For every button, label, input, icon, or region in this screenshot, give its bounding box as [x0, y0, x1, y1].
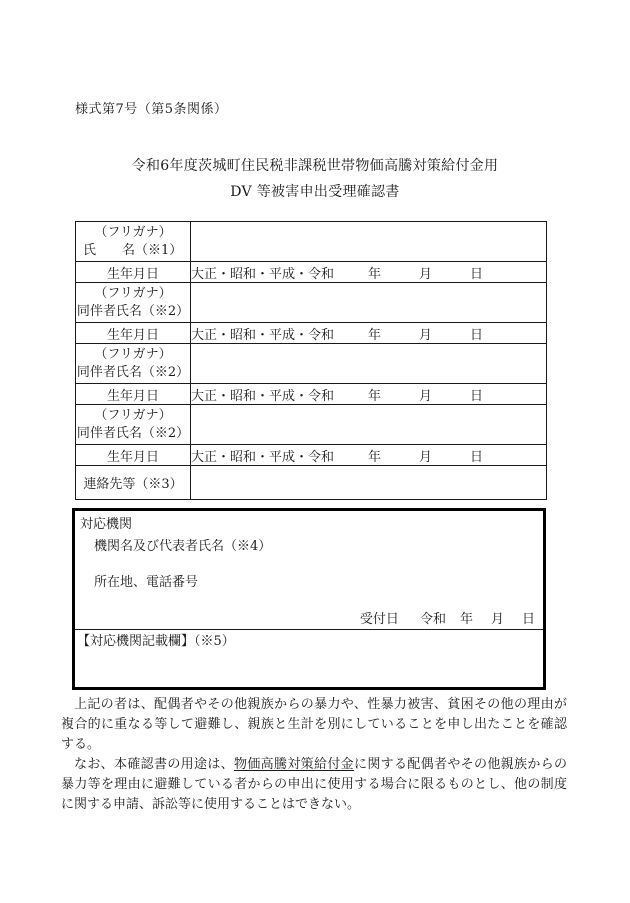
companion2-birthdate-row — [76, 384, 547, 405]
birthdate-label: 生年月日 — [76, 262, 191, 283]
companion2-name-label-cell — [76, 344, 191, 384]
month-label: 月 — [419, 388, 433, 404]
applicant-birthdate-cell — [191, 262, 547, 283]
contact-input-cell — [191, 466, 547, 500]
applicant-name-input-cell — [191, 222, 547, 262]
companion1-name-row — [76, 283, 547, 323]
agency-section-label: 対応機関 — [80, 517, 133, 532]
furigana-label: （フリガナ） — [94, 346, 172, 362]
furigana-label: （フリガナ） — [94, 407, 172, 423]
companion1-name-label-cell — [76, 283, 191, 323]
month-label: 月 — [419, 449, 433, 465]
companion2-name-row — [76, 344, 547, 384]
era-options: 大正・昭和・平成・令和 — [191, 266, 335, 282]
agency-name-label: 機関名及び代表者氏名（※4） — [94, 539, 272, 554]
agency-section-box — [72, 508, 546, 690]
companion3-name-row — [76, 405, 547, 445]
birthdate-label: 生年月日 — [76, 323, 191, 344]
companion3-name-input-cell — [191, 405, 547, 445]
day-label: 日 — [521, 612, 535, 627]
document-title-line1: 令和6年度茨城町住民税非課税世帯物価高騰対策給付金用 — [131, 158, 499, 174]
year-label: 年 — [368, 449, 382, 465]
reception-era-label: 令和 — [419, 612, 446, 627]
contact-row — [76, 466, 547, 500]
year-label: 年 — [368, 388, 382, 404]
companion1-birthdate-cell — [191, 323, 547, 344]
era-options: 大正・昭和・平成・令和 — [191, 327, 335, 343]
companion-name-label: 同伴者氏名（※2） — [76, 364, 190, 380]
applicant-birthdate-row — [76, 262, 547, 283]
document-title-line2: DV 等被害申出受理確認書 — [230, 184, 400, 200]
companion1-birthdate-row — [76, 323, 547, 344]
year-label: 年 — [459, 612, 473, 627]
companion2-name-input-cell — [191, 344, 547, 384]
birthdate-label: 生年月日 — [76, 384, 191, 405]
companion3-name-label-cell — [76, 405, 191, 445]
month-label: 月 — [490, 612, 504, 627]
month-label: 月 — [419, 266, 433, 282]
companion3-birthdate-cell — [191, 445, 547, 466]
era-options: 大正・昭和・平成・令和 — [191, 449, 335, 465]
birthdate-label: 生年月日 — [76, 445, 191, 466]
note-paragraph-2-prefix: なお、本確認書の用途は、 — [74, 757, 234, 772]
companion3-birthdate-row — [76, 445, 547, 466]
day-label: 日 — [470, 388, 484, 404]
month-label: 月 — [419, 327, 433, 343]
note-paragraph-2-underlined-term: 物価高騰対策給付金 — [234, 757, 354, 772]
companion-name-label: 同伴者氏名（※2） — [76, 303, 190, 319]
agency-address-phone-label: 所在地、電話番号 — [94, 575, 199, 590]
document-title — [0, 153, 630, 205]
contact-label: 連絡先等（※3） — [76, 466, 191, 500]
applicant-table — [75, 221, 547, 500]
companion1-name-input-cell — [191, 283, 547, 323]
day-label: 日 — [470, 327, 484, 343]
companion2-birthdate-cell — [191, 384, 547, 405]
era-options: 大正・昭和・平成・令和 — [191, 388, 335, 404]
agency-entry-area — [75, 630, 543, 686]
day-label: 日 — [470, 266, 484, 282]
day-label: 日 — [470, 449, 484, 465]
year-label: 年 — [368, 327, 382, 343]
name-label: 氏 名（※1） — [83, 242, 183, 258]
note-paragraph-2 — [61, 755, 567, 815]
agency-info-area — [75, 511, 543, 630]
applicant-name-label-cell — [76, 222, 191, 262]
furigana-label: （フリガナ） — [94, 285, 172, 301]
form-number: 様式第7号（第5条関係） — [75, 102, 228, 117]
applicant-name-row — [76, 222, 547, 262]
furigana-label: （フリガナ） — [94, 224, 172, 240]
agency-entry-field-label: 【対応機関記載欄】（※5） — [77, 634, 235, 649]
note-paragraph-1: 上記の者は、配偶者やその他親族からの暴力や、性暴力被害、貧困その他の理由が複合的に重なる等して避難し、親族と生計を別にしていることを申し出たことを確認する。 — [61, 697, 567, 752]
reception-date-label: 受付日 — [359, 612, 399, 627]
companion-name-label: 同伴者氏名（※2） — [76, 425, 190, 441]
notes-section — [61, 695, 567, 815]
year-label: 年 — [368, 266, 382, 282]
reception-date-row — [80, 611, 539, 629]
note-paragraph-2-suffix: に関する配偶者やその他親族からの暴力等を理由に避難している者からの申出に使用する場合に限るものとし、他の制度に関する申請、訴訟等に使用することはできない。 — [61, 757, 567, 812]
